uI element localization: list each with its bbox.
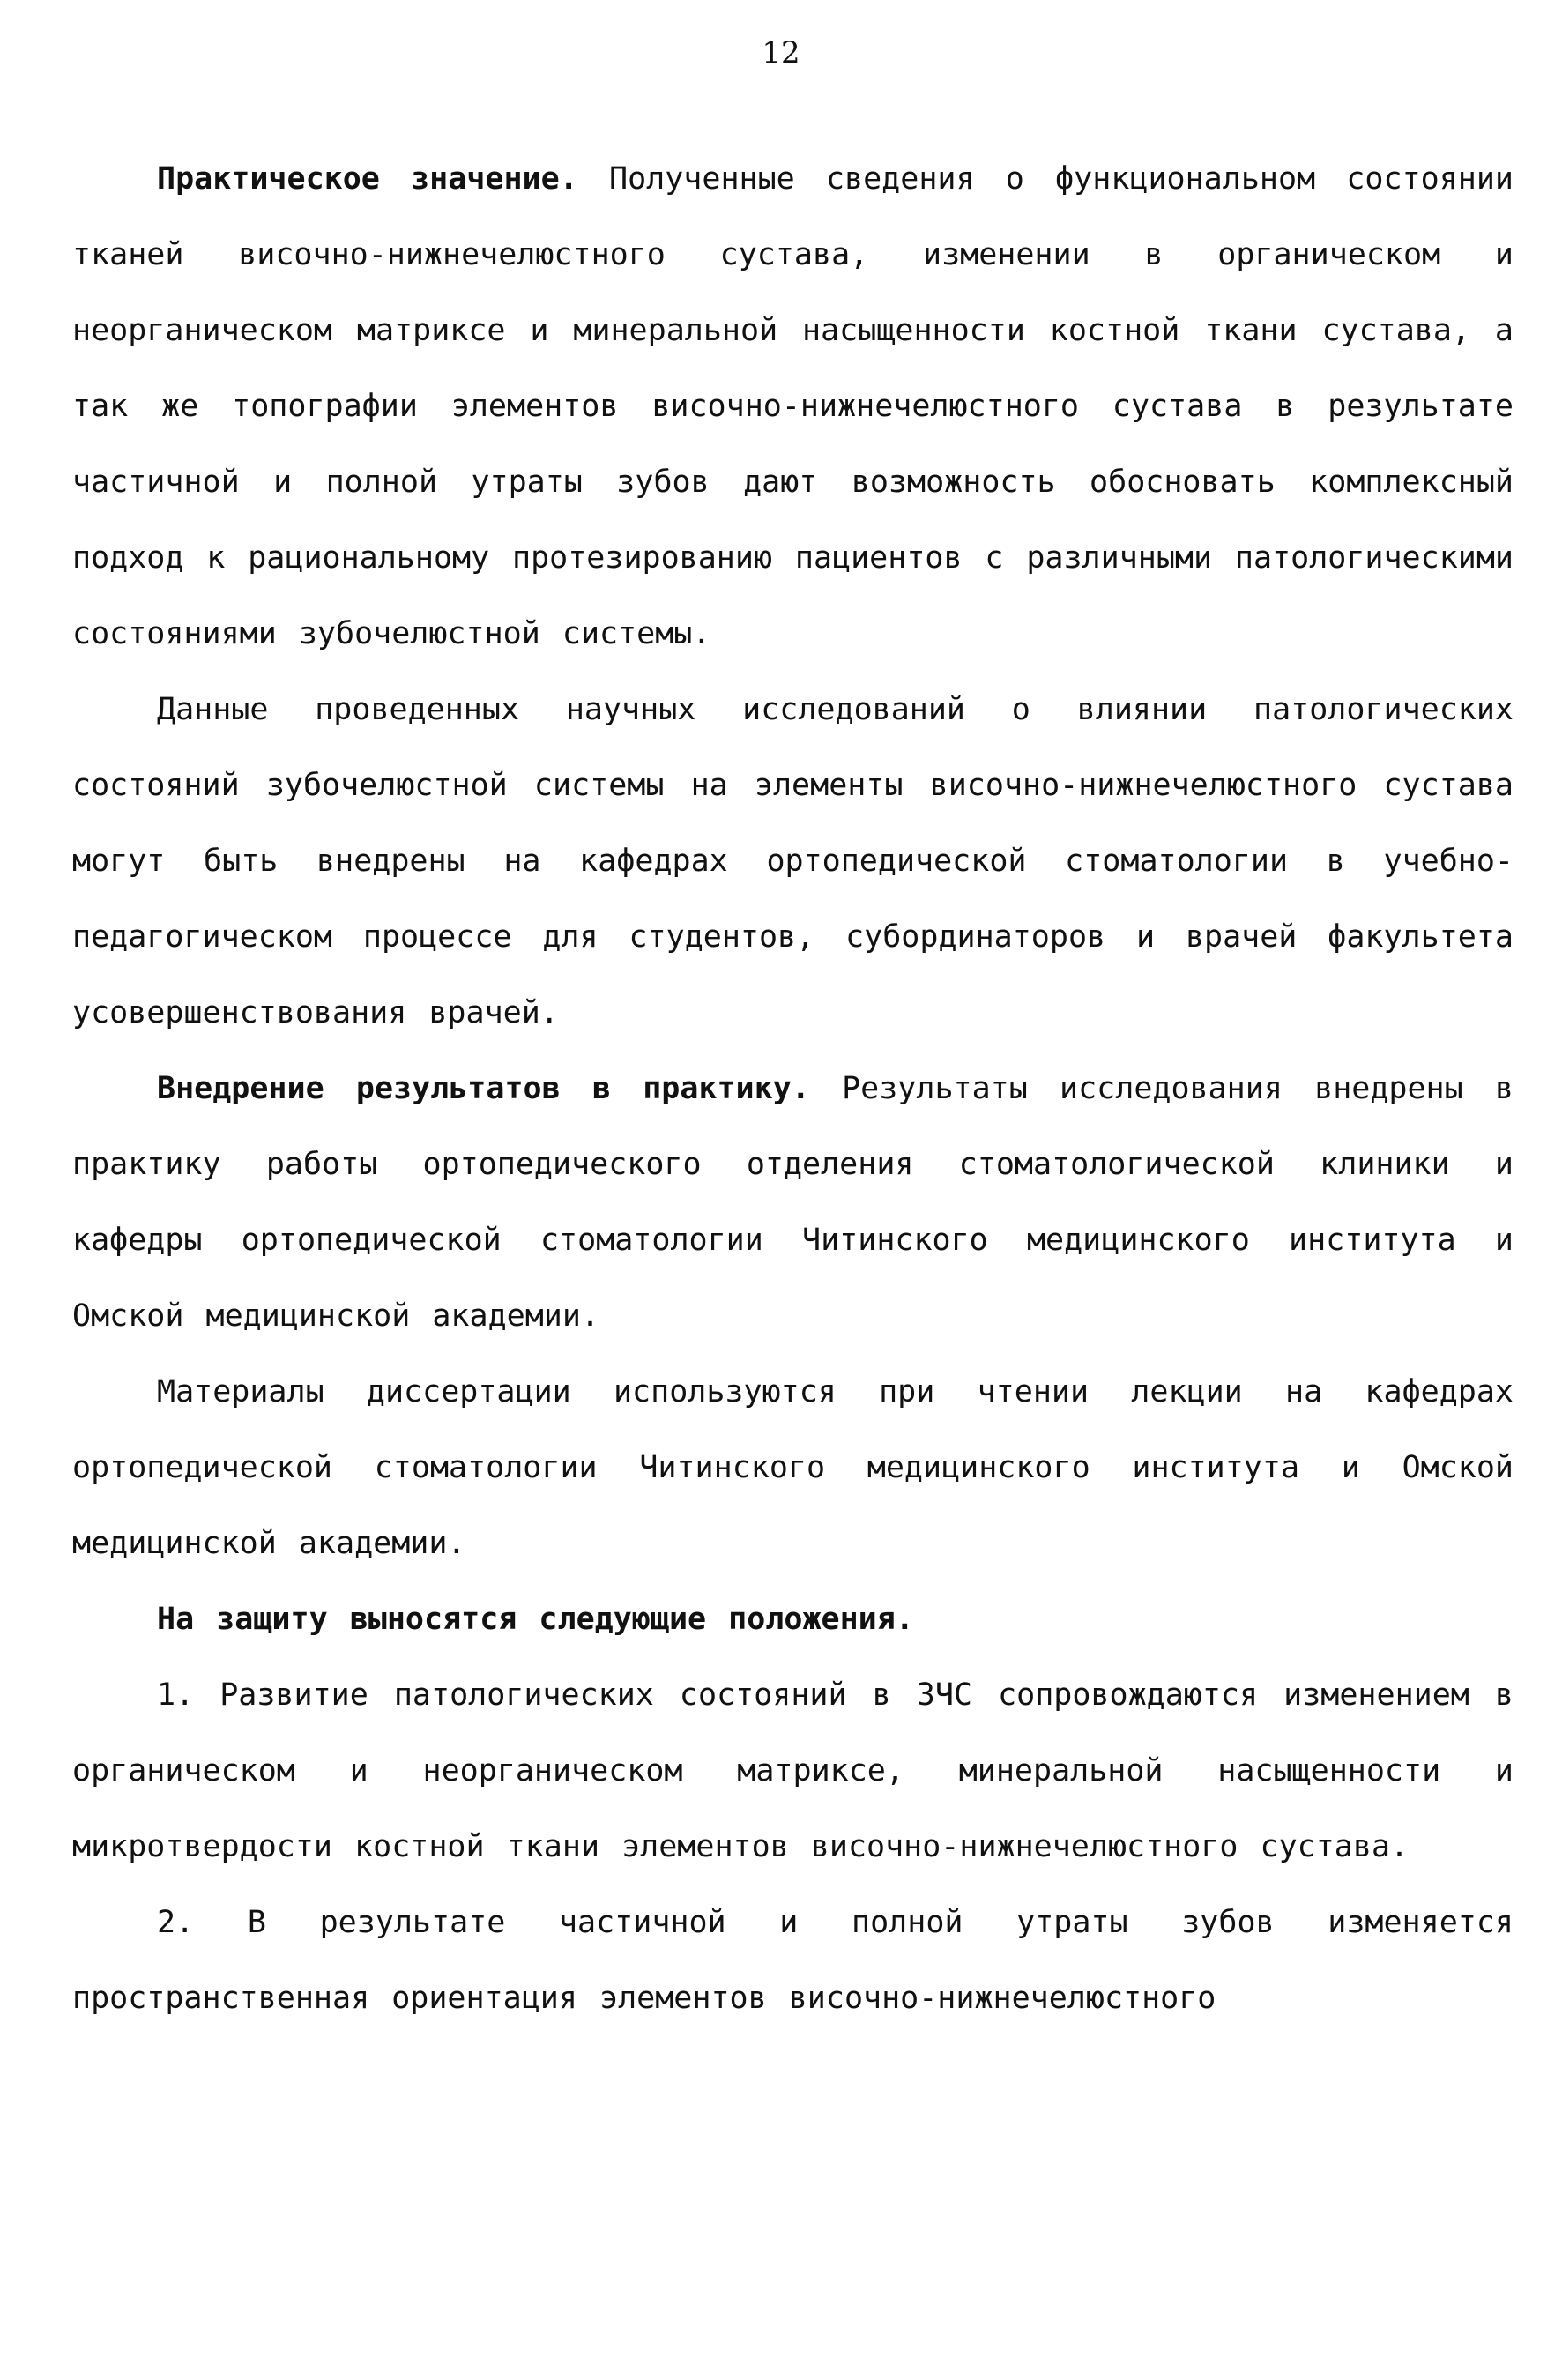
paragraph-text: Материалы диссертации используются при чтении лекции на кафедрах ортопедической стоматологии Читинского медицинского института и Омской медицинской академии. xyxy=(72,1374,1514,1561)
paragraph-implementation xyxy=(72,1051,1514,1354)
paragraph-defense-provisions xyxy=(72,1581,1514,1657)
paragraph-text: 2. В результате частичной и полной утраты зубов изменяется пространственная ориентация элементов височно-нижнечелюстного xyxy=(72,1905,1514,2016)
paragraph-research-data xyxy=(72,672,1514,1051)
paragraph-text: Результаты исследования внедрены в практику работы ортопедического отделения стоматологической клиники и кафедры ортопедической стоматологии Читинского медицинского института и Омской медицинской академии. xyxy=(72,1071,1514,1334)
page-number: 12 xyxy=(762,35,800,71)
list-item-provision-1 xyxy=(72,1657,1514,1885)
paragraph-text: Полученные сведения о функциональном состоянии тканей височно-нижнечелюстного сустава, изменении в органическом и неорганическом матриксе и минеральной насыщенности костной ткани сустава, а так же топографии элементов височно-нижнечелюстного сустава в результате частичной и полной утраты зубов дают возможность обосновать комплексный подход к рациональному протезированию пациентов с различными патологическими состояниями зубочелюстной системы. xyxy=(72,161,1514,651)
paragraph-text: 1. Развитие патологических состояний в ЗЧС сопровождаются изменением в органическом и неорганическом матриксе, минеральной насыщенности и микротвердости костной ткани элементов височно-нижнечелюстного сустава. xyxy=(72,1677,1514,1864)
section-heading-defense-provisions: На защиту выносятся следующие положения. xyxy=(157,1602,914,1637)
list-item-provision-2 xyxy=(72,1885,1514,2036)
document-body xyxy=(72,141,1514,2036)
paragraph-practical-significance xyxy=(72,141,1514,672)
paragraph-text: Данные проведенных научных исследований о влиянии патологических состояний зубочелюстной системы на элементы височно-нижнечелюстного сустава могут быть внедрены на кафедрах ортопедической стоматологии в учебно-педагогическом процессе для студентов, субординаторов и врачей факультета усовершенствования врачей. xyxy=(72,692,1514,1030)
section-heading-implementation: Внедрение результатов в практику. xyxy=(157,1071,810,1106)
paragraph-dissertation-materials xyxy=(72,1354,1514,1581)
section-heading-practical-significance: Практическое значение. xyxy=(157,161,578,197)
